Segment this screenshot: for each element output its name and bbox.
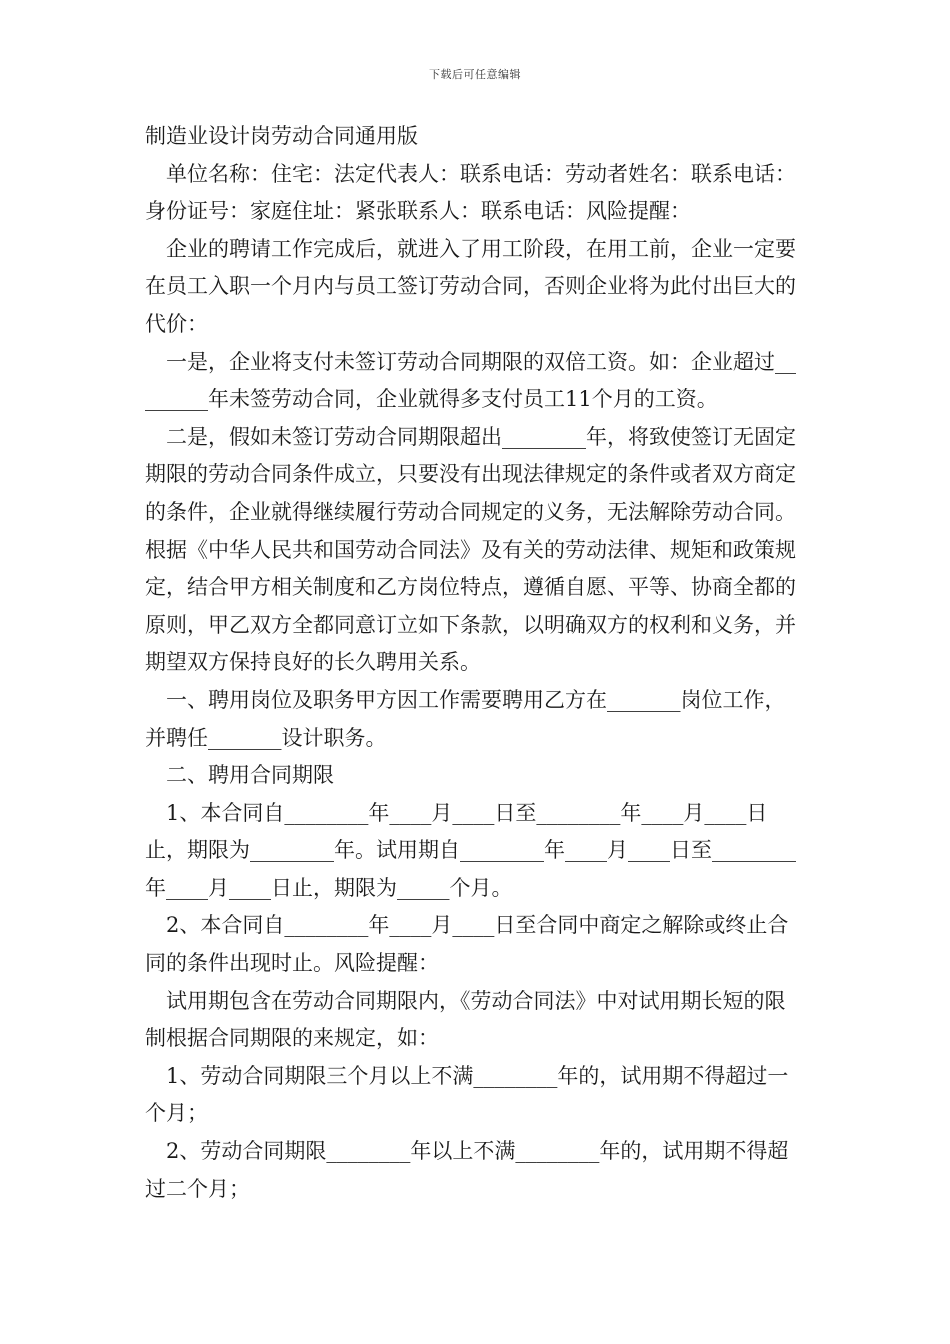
paragraph-risk-two: 二是，假如未签订劳动合同期限超出________年，将致使签订无固定期限的劳动合同条件成立，只要没有出现法律规定的条件或者双方商定的条件，企业就得继续履行劳动合同规定的义务，无法解除劳动合同。 根据《中华人民共和国劳动合同法》及有关的劳动法律、规矩和政策规定，结合甲方相关制度和乙方岗位特点，遵循自愿、平等、协商全都的原则，甲乙双方全都同意订立如下条款，以明确双方的权利和义务，并期望双方保持良好的长久聘用关系。 — [145, 424, 796, 675]
paragraph-term-item-2: 2、本合同自________年____月____日至合同中商定之解除或终止合同的条件出现时止。风险提醒： — [145, 913, 789, 976]
paragraph-clause-term-heading: 二、聘用合同期限 — [166, 763, 334, 788]
paragraph-term-item-1: 1、本合同自________年____月____日至________年____月____日止，期限为________年。试用期自________年____月____日至________年____月____日止，期限为_____个月。 — [145, 800, 796, 900]
paragraph-clause-position: 一、聘用岗位及职务甲方因工作需要聘用乙方在_______岗位工作，并聘任_______设计职务。 — [145, 687, 786, 750]
document-title: 制造业设计岗劳动合同通用版 — [145, 124, 418, 148]
paragraph-probation-item-2: 2、劳动合同期限________年以上不满________年的，试用期不得超过二个月； — [145, 1139, 789, 1201]
paragraph-probation-item-1: 1、劳动合同期限三个月以上不满________年的，试用期不得超过一个月； — [145, 1063, 789, 1126]
page-header-note: 下载后可任意编辑 — [429, 68, 521, 81]
paragraph-intro: 企业的聘请工作完成后，就进入了用工阶段，在用工前，企业一定要在员工入职一个月内与员工签订劳动合同，否则企业将为此付出巨大的代价： — [145, 236, 796, 336]
paragraph-party-info: 单位名称：住宅：法定代表人：联系电话：劳动者姓名：联系电话：身份证号：家庭住址：紧张联系人：联系电话：风险提醒： — [145, 161, 796, 224]
paragraph-probation-note: 试用期包含在劳动合同期限内，《劳动合同法》中对试用期长短的限制根据合同期限的来规定，如： — [145, 988, 786, 1051]
document-body — [145, 118, 805, 1208]
paragraph-risk-one: 一是，企业将支付未签订劳动合同期限的双倍工资。如：企业超过________年未签劳动合同，企业就得多支付员工11个月的工资。 — [145, 349, 796, 412]
